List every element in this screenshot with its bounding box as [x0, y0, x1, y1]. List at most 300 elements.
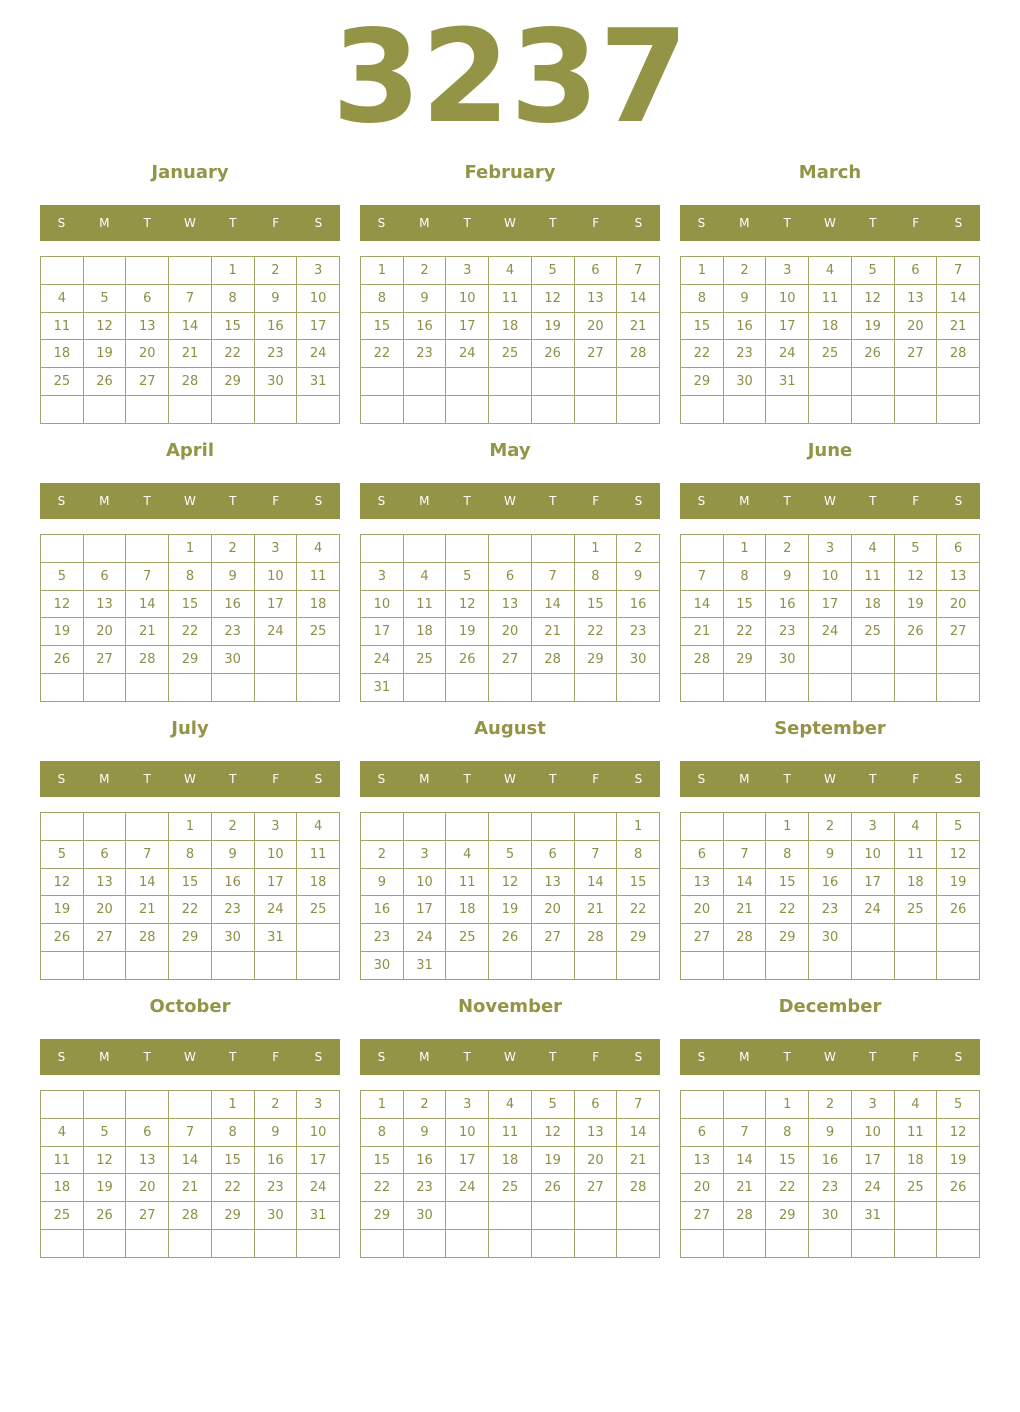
weekday-label: T — [783, 772, 791, 786]
weekday-label: T — [463, 216, 471, 230]
week-row — [361, 840, 660, 868]
day-cell: 28 — [937, 340, 980, 368]
day-cell: 14 — [937, 284, 980, 312]
day-grid — [680, 812, 980, 980]
day-cell: 20 — [83, 618, 126, 646]
day-cell: 17 — [254, 868, 297, 896]
weekday-label: S — [57, 494, 66, 508]
day-cell: 27 — [574, 340, 617, 368]
day-cell: 15 — [169, 868, 212, 896]
day-cell: 14 — [723, 1146, 766, 1174]
day-cell: 12 — [531, 284, 574, 312]
weekday-label: S — [954, 1050, 963, 1064]
weekday-label: S — [314, 1050, 323, 1064]
week-row — [41, 284, 340, 312]
week-row — [41, 368, 340, 396]
day-cell — [169, 952, 212, 980]
day-cell: 19 — [83, 1174, 126, 1202]
day-cell: 31 — [766, 368, 809, 396]
day-cell: 9 — [617, 562, 660, 590]
day-cell: 4 — [851, 535, 894, 563]
day-cell: 26 — [489, 924, 532, 952]
day-cell: 17 — [446, 312, 489, 340]
week-row — [681, 535, 980, 563]
day-cell: 20 — [937, 590, 980, 618]
day-cell: 7 — [531, 562, 574, 590]
day-cell — [531, 368, 574, 396]
day-cell — [41, 535, 84, 563]
day-grid — [360, 1090, 660, 1258]
day-cell: 16 — [723, 312, 766, 340]
day-cell: 8 — [681, 284, 724, 312]
week-row — [681, 1146, 980, 1174]
week-row — [361, 396, 660, 424]
day-cell: 13 — [489, 590, 532, 618]
day-cell: 18 — [446, 896, 489, 924]
day-cell: 13 — [83, 868, 126, 896]
week-row — [681, 1118, 980, 1146]
week-row — [361, 368, 660, 396]
day-cell — [894, 646, 937, 674]
day-cell: 22 — [211, 1174, 254, 1202]
day-cell: 30 — [617, 646, 660, 674]
day-cell: 17 — [851, 868, 894, 896]
day-cell: 15 — [361, 1146, 404, 1174]
day-cell: 7 — [574, 840, 617, 868]
weekday-label: W — [504, 494, 516, 508]
day-cell: 23 — [403, 1174, 446, 1202]
day-cell — [83, 674, 126, 702]
day-cell: 26 — [894, 618, 937, 646]
day-cell: 11 — [446, 868, 489, 896]
day-cell — [211, 674, 254, 702]
weekday-header — [360, 1039, 660, 1075]
day-cell — [809, 368, 852, 396]
day-cell — [446, 535, 489, 563]
day-cell: 11 — [489, 284, 532, 312]
day-cell: 25 — [489, 340, 532, 368]
weekday-label: M — [419, 1050, 430, 1064]
day-cell: 10 — [403, 868, 446, 896]
weekday-label: W — [824, 1050, 836, 1064]
day-cell: 20 — [894, 312, 937, 340]
day-cell — [403, 1230, 446, 1258]
day-cell: 20 — [574, 312, 617, 340]
weekday-label: S — [697, 772, 706, 786]
day-cell: 13 — [83, 590, 126, 618]
day-cell: 14 — [617, 1118, 660, 1146]
day-cell: 6 — [83, 840, 126, 868]
day-cell: 1 — [169, 535, 212, 563]
day-cell: 19 — [531, 312, 574, 340]
day-cell — [446, 813, 489, 841]
week-row — [41, 562, 340, 590]
weekday-label: F — [272, 1050, 280, 1064]
week-row — [41, 1118, 340, 1146]
weekday-label: W — [184, 494, 196, 508]
day-cell: 28 — [169, 368, 212, 396]
day-cell: 30 — [766, 646, 809, 674]
day-cell: 18 — [809, 312, 852, 340]
day-cell: 21 — [723, 1174, 766, 1202]
day-cell: 22 — [766, 896, 809, 924]
day-cell: 31 — [361, 674, 404, 702]
day-cell: 5 — [851, 257, 894, 285]
day-cell — [937, 674, 980, 702]
day-cell — [766, 396, 809, 424]
day-cell: 2 — [809, 1091, 852, 1119]
weekday-label: T — [783, 494, 791, 508]
day-cell: 8 — [211, 284, 254, 312]
day-cell — [531, 535, 574, 563]
day-cell: 12 — [851, 284, 894, 312]
weekday-label: W — [504, 216, 516, 230]
week-row — [361, 1202, 660, 1230]
day-cell — [766, 952, 809, 980]
day-cell: 27 — [531, 924, 574, 952]
day-cell — [574, 813, 617, 841]
day-cell: 27 — [126, 1202, 169, 1230]
day-cell — [937, 646, 980, 674]
day-cell: 11 — [41, 1146, 84, 1174]
weekday-label: S — [57, 216, 66, 230]
weekday-label: S — [697, 216, 706, 230]
day-cell: 28 — [723, 924, 766, 952]
day-cell: 21 — [126, 896, 169, 924]
day-cell — [937, 368, 980, 396]
weekday-label: T — [229, 1050, 237, 1064]
day-cell — [83, 396, 126, 424]
day-cell: 9 — [361, 868, 404, 896]
weekday-label: S — [697, 494, 706, 508]
day-cell: 6 — [489, 562, 532, 590]
day-cell: 4 — [489, 1091, 532, 1119]
week-row — [681, 1091, 980, 1119]
day-cell: 25 — [809, 340, 852, 368]
day-cell: 4 — [297, 813, 340, 841]
day-cell — [574, 396, 617, 424]
day-cell: 19 — [41, 896, 84, 924]
day-cell — [254, 396, 297, 424]
day-cell: 11 — [489, 1118, 532, 1146]
day-cell — [126, 813, 169, 841]
day-cell: 9 — [809, 840, 852, 868]
day-grid — [360, 534, 660, 702]
weekday-label: F — [272, 772, 280, 786]
day-cell: 24 — [766, 340, 809, 368]
day-cell: 2 — [809, 813, 852, 841]
day-cell: 5 — [446, 562, 489, 590]
day-cell: 22 — [361, 1174, 404, 1202]
day-cell — [766, 674, 809, 702]
day-cell — [809, 674, 852, 702]
day-cell: 16 — [809, 868, 852, 896]
weekday-label: T — [783, 1050, 791, 1064]
day-cell: 2 — [211, 535, 254, 563]
week-row — [681, 396, 980, 424]
day-cell: 6 — [681, 1118, 724, 1146]
month-january — [40, 160, 340, 426]
weekday-header — [680, 1039, 980, 1075]
week-row — [41, 1202, 340, 1230]
day-cell — [297, 396, 340, 424]
day-cell — [531, 1230, 574, 1258]
day-cell: 13 — [681, 868, 724, 896]
day-cell: 3 — [361, 562, 404, 590]
day-cell: 24 — [446, 1174, 489, 1202]
day-cell: 22 — [211, 340, 254, 368]
day-cell: 23 — [809, 896, 852, 924]
day-cell — [894, 1230, 937, 1258]
week-row — [681, 368, 980, 396]
day-cell — [574, 1230, 617, 1258]
day-cell: 10 — [297, 1118, 340, 1146]
day-cell: 15 — [361, 312, 404, 340]
weekday-label: F — [912, 1050, 920, 1064]
day-cell — [126, 535, 169, 563]
day-cell: 29 — [211, 368, 254, 396]
weekday-label: M — [99, 772, 110, 786]
day-cell — [446, 952, 489, 980]
day-cell: 12 — [937, 840, 980, 868]
day-cell: 8 — [766, 1118, 809, 1146]
day-cell — [851, 924, 894, 952]
day-cell: 26 — [937, 1174, 980, 1202]
day-cell: 21 — [574, 896, 617, 924]
day-cell — [254, 1230, 297, 1258]
month-july — [40, 716, 340, 982]
weekday-label: F — [592, 494, 600, 508]
week-row — [41, 590, 340, 618]
day-cell — [446, 674, 489, 702]
month-may — [360, 438, 660, 704]
day-cell — [41, 1091, 84, 1119]
day-cell: 8 — [169, 562, 212, 590]
day-cell: 12 — [83, 312, 126, 340]
day-cell — [809, 952, 852, 980]
day-cell: 4 — [446, 840, 489, 868]
weekday-label: F — [912, 772, 920, 786]
day-cell — [851, 674, 894, 702]
day-cell — [681, 674, 724, 702]
day-cell: 1 — [574, 535, 617, 563]
day-cell: 17 — [297, 1146, 340, 1174]
day-cell: 30 — [809, 924, 852, 952]
week-row — [361, 340, 660, 368]
day-cell: 23 — [809, 1174, 852, 1202]
weekday-label: S — [314, 494, 323, 508]
day-cell: 27 — [574, 1174, 617, 1202]
day-cell: 30 — [211, 646, 254, 674]
day-cell: 10 — [446, 284, 489, 312]
day-cell: 23 — [254, 1174, 297, 1202]
day-cell: 17 — [361, 618, 404, 646]
day-cell: 29 — [766, 924, 809, 952]
weekday-label: S — [377, 216, 386, 230]
weekday-header — [680, 205, 980, 241]
day-cell: 23 — [361, 924, 404, 952]
day-cell: 18 — [41, 1174, 84, 1202]
day-cell — [681, 535, 724, 563]
day-cell: 22 — [574, 618, 617, 646]
day-cell: 10 — [297, 284, 340, 312]
day-cell: 26 — [851, 340, 894, 368]
month-name: April — [165, 440, 215, 461]
day-cell: 3 — [297, 257, 340, 285]
day-cell: 25 — [489, 1174, 532, 1202]
weekday-label: T — [869, 772, 877, 786]
day-cell: 12 — [41, 590, 84, 618]
day-cell: 14 — [169, 1146, 212, 1174]
month-september — [680, 716, 980, 982]
day-cell: 21 — [617, 312, 660, 340]
day-cell: 18 — [41, 340, 84, 368]
day-cell: 31 — [297, 368, 340, 396]
day-cell: 10 — [361, 590, 404, 618]
day-cell: 10 — [809, 562, 852, 590]
day-cell: 21 — [531, 618, 574, 646]
weekday-label: M — [739, 1050, 750, 1064]
day-cell: 27 — [489, 646, 532, 674]
weekday-label: M — [99, 216, 110, 230]
day-cell — [361, 396, 404, 424]
week-row — [41, 840, 340, 868]
day-grid — [680, 256, 980, 424]
day-cell — [403, 535, 446, 563]
day-cell: 9 — [403, 284, 446, 312]
weekday-label: F — [272, 494, 280, 508]
day-cell: 11 — [809, 284, 852, 312]
weekday-header — [40, 205, 340, 241]
day-cell: 18 — [894, 1146, 937, 1174]
day-cell: 9 — [766, 562, 809, 590]
week-row — [681, 1202, 980, 1230]
weekday-label: F — [272, 216, 280, 230]
month-december — [680, 994, 980, 1260]
day-grid — [40, 256, 340, 424]
day-cell: 13 — [126, 312, 169, 340]
day-cell — [937, 924, 980, 952]
day-cell: 27 — [937, 618, 980, 646]
day-cell — [403, 396, 446, 424]
day-cell: 13 — [937, 562, 980, 590]
day-cell: 1 — [211, 257, 254, 285]
day-cell: 28 — [126, 646, 169, 674]
week-row — [41, 535, 340, 563]
weekday-label: T — [869, 1050, 877, 1064]
week-row — [681, 590, 980, 618]
day-cell: 8 — [361, 284, 404, 312]
week-row — [41, 952, 340, 980]
week-row — [681, 284, 980, 312]
week-row — [681, 1230, 980, 1258]
day-cell: 20 — [126, 1174, 169, 1202]
day-cell: 11 — [851, 562, 894, 590]
weekday-label: S — [634, 216, 643, 230]
week-row — [41, 1230, 340, 1258]
day-cell — [489, 535, 532, 563]
day-cell — [361, 813, 404, 841]
day-cell: 30 — [254, 368, 297, 396]
day-cell — [41, 674, 84, 702]
day-cell: 8 — [617, 840, 660, 868]
weekday-label: W — [824, 216, 836, 230]
day-cell — [361, 368, 404, 396]
week-row — [361, 646, 660, 674]
day-cell — [489, 813, 532, 841]
day-cell: 1 — [617, 813, 660, 841]
week-row — [361, 896, 660, 924]
weekday-label: W — [184, 772, 196, 786]
weekday-label: W — [824, 494, 836, 508]
day-cell: 9 — [254, 284, 297, 312]
day-grid — [360, 256, 660, 424]
day-cell: 9 — [809, 1118, 852, 1146]
weekday-label: T — [783, 216, 791, 230]
day-cell — [211, 396, 254, 424]
day-cell — [723, 813, 766, 841]
day-cell: 1 — [766, 813, 809, 841]
month-name: July — [171, 718, 209, 739]
day-cell — [489, 1202, 532, 1230]
day-cell: 27 — [681, 924, 724, 952]
day-cell — [403, 674, 446, 702]
day-cell: 3 — [254, 535, 297, 563]
day-cell — [894, 952, 937, 980]
weekday-label: W — [824, 772, 836, 786]
week-row — [41, 674, 340, 702]
day-cell: 22 — [169, 896, 212, 924]
day-cell: 5 — [83, 284, 126, 312]
week-row — [681, 1174, 980, 1202]
day-cell: 30 — [254, 1202, 297, 1230]
week-row — [361, 813, 660, 841]
day-cell: 28 — [531, 646, 574, 674]
day-cell: 26 — [446, 646, 489, 674]
day-cell: 3 — [851, 813, 894, 841]
day-cell: 19 — [851, 312, 894, 340]
day-cell: 20 — [531, 896, 574, 924]
day-cell — [446, 1230, 489, 1258]
day-cell: 10 — [851, 1118, 894, 1146]
day-cell — [126, 257, 169, 285]
weekday-label: F — [912, 494, 920, 508]
day-cell: 13 — [574, 1118, 617, 1146]
weekday-label: S — [954, 772, 963, 786]
weekday-label: S — [57, 1050, 66, 1064]
day-cell: 20 — [681, 1174, 724, 1202]
day-cell: 19 — [531, 1146, 574, 1174]
day-cell — [126, 396, 169, 424]
weekday-label: T — [549, 772, 557, 786]
day-cell — [937, 1202, 980, 1230]
weekday-label: W — [184, 1050, 196, 1064]
day-cell — [851, 1230, 894, 1258]
day-cell: 7 — [723, 1118, 766, 1146]
day-cell — [41, 813, 84, 841]
day-cell: 10 — [766, 284, 809, 312]
day-cell: 2 — [254, 1091, 297, 1119]
month-april — [40, 438, 340, 704]
day-cell: 31 — [851, 1202, 894, 1230]
day-cell — [83, 813, 126, 841]
day-cell — [809, 1230, 852, 1258]
day-cell: 24 — [403, 924, 446, 952]
day-cell: 14 — [126, 590, 169, 618]
day-cell: 2 — [211, 813, 254, 841]
weekday-label: F — [592, 1050, 600, 1064]
weekday-label: T — [463, 1050, 471, 1064]
